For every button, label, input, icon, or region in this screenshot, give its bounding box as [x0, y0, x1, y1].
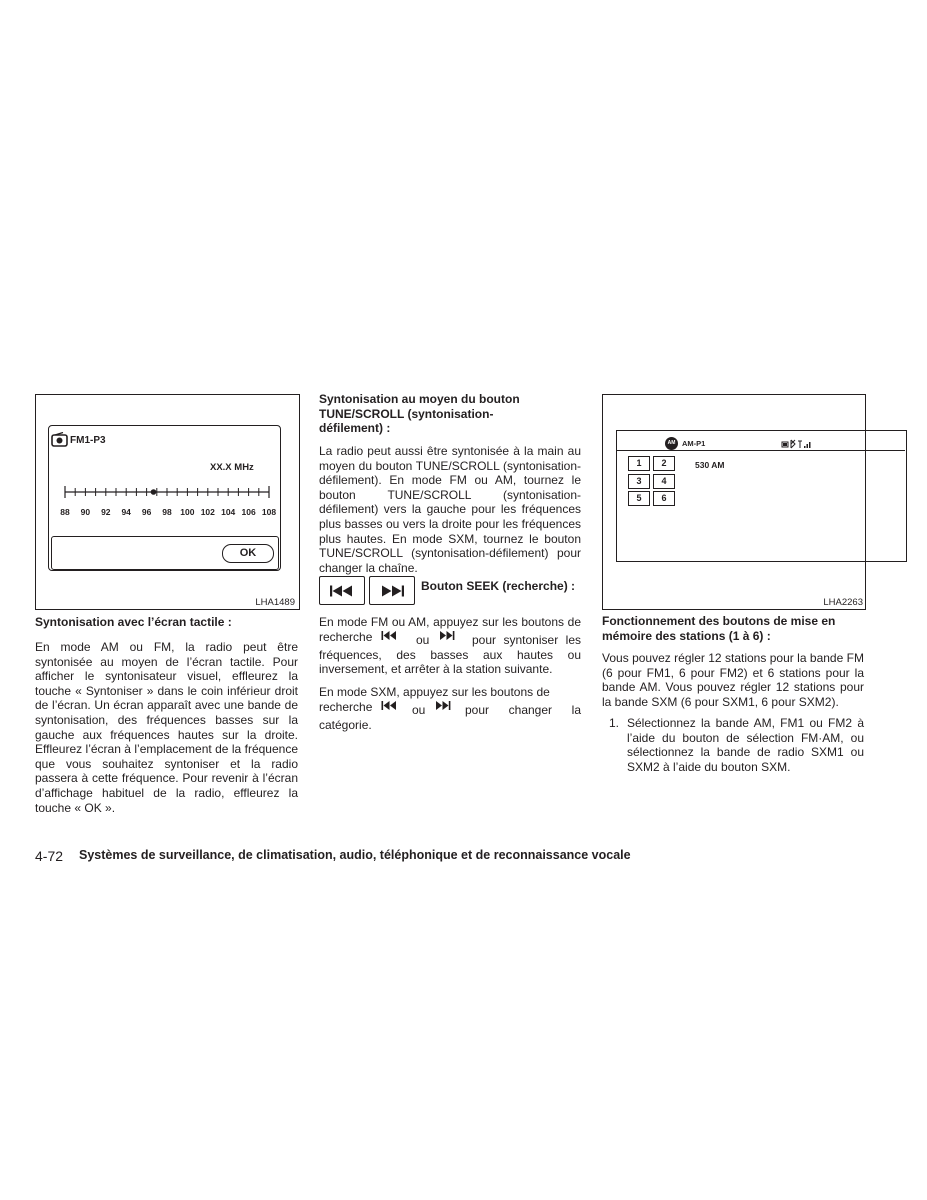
preset-button-4[interactable]: 4 [653, 474, 675, 489]
station-display: 530 AM [695, 460, 725, 470]
preset-button-2[interactable]: 2 [653, 456, 675, 471]
preset-button-5[interactable]: 5 [628, 491, 650, 506]
scale-label: 108 [261, 507, 277, 517]
scale-label: 104 [221, 507, 236, 517]
seek-forward-button [369, 576, 415, 605]
ok-button[interactable]: OK [222, 544, 274, 563]
skip-forward-icon [379, 585, 405, 597]
scale-label: 106 [241, 507, 256, 517]
scale-label: 88 [60, 507, 70, 517]
text-or: ou [416, 633, 430, 647]
am-badge [665, 437, 678, 450]
figure-touch-tuner [35, 394, 300, 610]
figure-id: LHA2263 [823, 597, 863, 608]
paragraph-seek-fm-am-end: pour syntoniser les fréquences, des basses aux hautes ou inversement, et arrêter à la station suivante. [319, 633, 581, 677]
section-heading-tune-scroll: Syntonisation au moyen du bouton TUNE/SCROLL (syntonisation-défilement) : [319, 392, 520, 436]
text-or: ou [412, 703, 426, 717]
tuning-scale[interactable] [57, 483, 277, 501]
scale-label: 98 [162, 507, 172, 517]
scale-label: 90 [80, 507, 91, 517]
scale-label: 96 [141, 507, 152, 517]
list-item-1 [609, 716, 864, 774]
preset-button-6[interactable]: 6 [653, 491, 675, 506]
scale-labels [49, 507, 280, 519]
skip-back-icon [329, 585, 355, 597]
scale-label: 94 [121, 507, 131, 517]
radio-screen [48, 425, 281, 571]
preset-button-3[interactable]: 3 [628, 474, 650, 489]
band-label: FM1-P3 [70, 435, 106, 446]
list-number: 1. [609, 716, 620, 730]
paragraph-seek-sxm-end: pour changer la catégorie. [319, 703, 581, 732]
scale-label: 92 [101, 507, 111, 517]
bottom-panel [51, 536, 279, 570]
footer [35, 848, 895, 868]
section-heading-seek: Bouton SEEK (recherche) : [421, 579, 576, 593]
paragraph-presets: Vous pouvez régler 12 stations pour la bande FM (6 pour FM1, 6 pour FM2) et 6 stations pour la bande AM. Vous pouvez régler 12 stations pour la bande SXM (6 pour SXM1, 6 pour SXM2). [602, 651, 864, 709]
section-heading-presets: Fonctionnement des boutons de mise en mémoire des stations (1 à 6) : [602, 614, 836, 643]
text-fragment: En mode FM ou AM, appuyez sur les boutons de recherche [319, 615, 581, 644]
section-heading-touch-tuning: Syntonisation avec l’écran tactile : [35, 615, 232, 629]
figure-id: LHA1489 [255, 597, 295, 608]
radio-icon [51, 432, 68, 447]
text-fragment: En mode SXM, appuyez sur les boutons de recherche [319, 685, 550, 714]
paragraph-tune-scroll: La radio peut aussi être syntonisée à la main au moyen du bouton TUNE/SCROLL (syntonisation-défilement). En mode FM ou AM, tournez le bouton TUNE/SCROLL (syntonisation-défilement) vers la gauche pour les fréquences plus basses ou vers la droite pour les fréquences plus hautes. En mode SXM, tournez le bouton TUNE/SCROLL (syntonisation-défilement) pour changer la chaîne. [319, 444, 581, 575]
scale-label: 100 [180, 507, 195, 517]
seek-back-button [319, 576, 365, 605]
list-item-text: Sélectionnez la bande AM, FM1 ou FM2 à l’aide du bouton de sélection FM·AM, ou sélectionnez la bande de radio SXM1 ou SXM2 à l’aide du bouton SXM. [627, 716, 864, 774]
preset-button-1[interactable]: 1 [628, 456, 650, 471]
screen-header-bar [616, 430, 905, 451]
scale-label: 102 [200, 507, 215, 517]
frequency-display: XX.X MHz [210, 462, 254, 473]
section-title: Systèmes de surveillance, de climatisation, audio, téléphonique et de reconnaissance vocale [79, 848, 631, 862]
paragraph-touch-tuning: En mode AM ou FM, la radio peut être syntonisée au moyen de l’écran tactile. Pour afficher le syntonisateur visuel, effleurez la touche « Syntoniser » dans le coin inférieur droit de l’écran. Un écran apparaît avec une bande de syntonisation, des fréquences basses sur la gauche aux fréquences hautes sur la droite. Effleurez l’écran à l’emplacement de la fréquence que vous souhaitez syntoniser et la radio passera à cette fréquence. Pour revenir à l’écran d’affichage habituel de la radio, effleurez la touche « OK ». [35, 640, 298, 815]
badge-text: AM [667, 440, 676, 446]
page-number: 4-72 [35, 848, 64, 864]
figure-presets [602, 394, 866, 610]
band-label: AM-P1 [682, 439, 706, 448]
status-icons [781, 437, 813, 449]
